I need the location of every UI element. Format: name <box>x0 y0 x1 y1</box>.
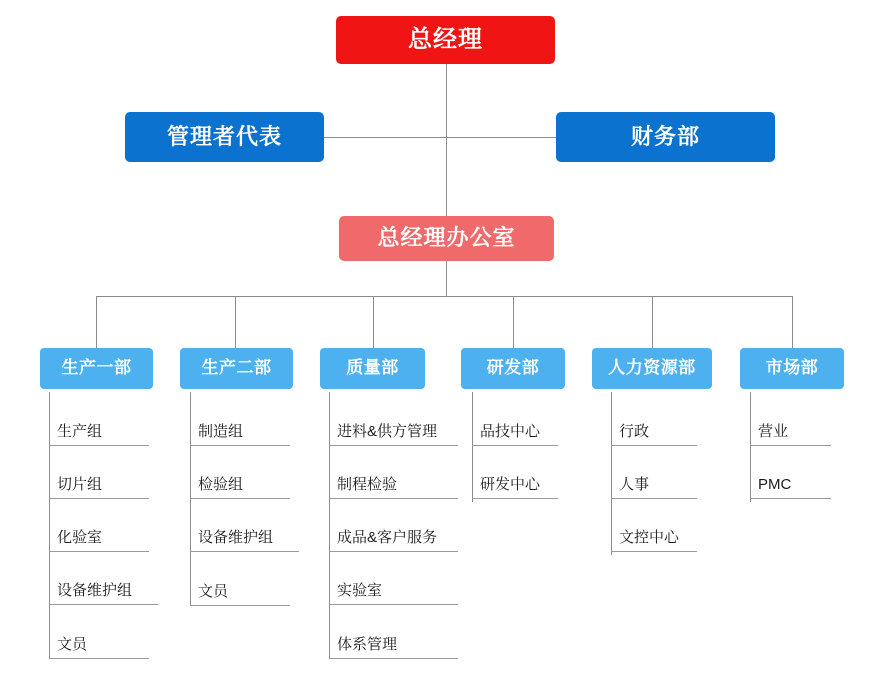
leaf-label: 生产组 <box>57 423 103 440</box>
connector-dept-bus <box>96 296 792 297</box>
leaf-label: 文员 <box>57 636 88 653</box>
node-label: 管理者代表 <box>166 123 282 149</box>
list-item[interactable] <box>611 471 697 499</box>
dept-node-quality[interactable] <box>320 348 425 389</box>
dept-label: 生产一部 <box>61 358 132 378</box>
dept-node-production-2[interactable] <box>180 348 293 389</box>
leaf-label: 制程检验 <box>337 476 398 493</box>
list-item[interactable] <box>329 631 458 659</box>
dept-node-hr[interactable] <box>592 348 712 389</box>
leaf-label: 人事 <box>619 476 650 493</box>
list-item[interactable] <box>329 577 458 605</box>
dept-node-production-1[interactable] <box>40 348 153 389</box>
leaf-label: 研发中心 <box>480 476 541 493</box>
node-label: 总经理办公室 <box>377 225 516 251</box>
node-gm-office[interactable] <box>339 216 554 261</box>
leaf-label: 设备维护组 <box>198 529 274 546</box>
list-item[interactable] <box>329 524 458 552</box>
leaf-label: 切片组 <box>57 476 103 493</box>
connector-office-down <box>446 261 447 296</box>
list-item[interactable] <box>190 578 290 606</box>
list-item[interactable] <box>190 471 290 499</box>
leaf-label: 体系管理 <box>337 636 398 653</box>
leaf-label: 文员 <box>198 583 229 600</box>
node-label: 财务部 <box>630 123 700 149</box>
connector-dept-drop-6 <box>792 296 793 348</box>
dept-label: 研发部 <box>486 358 540 378</box>
dept-label: 生产二部 <box>201 358 272 378</box>
node-management-representative[interactable] <box>125 112 324 162</box>
leaf-label: 成品&客户服务 <box>337 529 438 546</box>
dept-label: 人力资源部 <box>608 358 696 378</box>
leaf-label: 品技中心 <box>480 423 541 440</box>
list-item[interactable] <box>611 418 697 446</box>
node-finance-department[interactable] <box>556 112 775 162</box>
leaf-label: 制造组 <box>198 423 244 440</box>
connector-dept-drop-5 <box>652 296 653 348</box>
list-item[interactable] <box>49 631 149 659</box>
connector-side-right <box>446 137 556 138</box>
connector-dept-drop-2 <box>235 296 236 348</box>
leaf-label: PMC <box>758 476 792 493</box>
dept-label: 质量部 <box>346 358 399 378</box>
list-item[interactable] <box>190 418 290 446</box>
list-item[interactable] <box>472 418 558 446</box>
leaf-label: 营业 <box>758 423 789 440</box>
leaf-label: 进料&供方管理 <box>337 423 438 440</box>
list-item[interactable] <box>329 471 458 499</box>
leaf-label: 检验组 <box>198 476 244 493</box>
connector-side-left <box>324 137 446 138</box>
list-item[interactable] <box>49 524 149 552</box>
list-item[interactable] <box>750 471 831 499</box>
dept-label: 市场部 <box>765 358 819 378</box>
leaf-label: 行政 <box>619 423 650 440</box>
list-item[interactable] <box>329 418 458 446</box>
connector-dept-drop-1 <box>96 296 97 348</box>
connector-dept-drop-3 <box>373 296 374 348</box>
list-item[interactable] <box>611 524 697 552</box>
list-item[interactable] <box>750 418 831 446</box>
list-item[interactable] <box>49 577 158 605</box>
dept-node-rnd[interactable] <box>461 348 565 389</box>
node-label: 总经理 <box>408 25 483 53</box>
leaf-label: 设备维护组 <box>57 582 133 599</box>
leaf-label: 实验室 <box>337 582 383 599</box>
list-item[interactable] <box>49 418 149 446</box>
list-item[interactable] <box>49 471 149 499</box>
connector-dept-drop-4 <box>513 296 514 348</box>
dept-node-marketing[interactable] <box>740 348 844 389</box>
list-item[interactable] <box>190 524 299 552</box>
list-item[interactable] <box>472 471 558 499</box>
node-general-manager[interactable] <box>336 16 555 64</box>
leaf-label: 化验室 <box>57 529 103 546</box>
leaf-label: 文控中心 <box>619 529 680 546</box>
